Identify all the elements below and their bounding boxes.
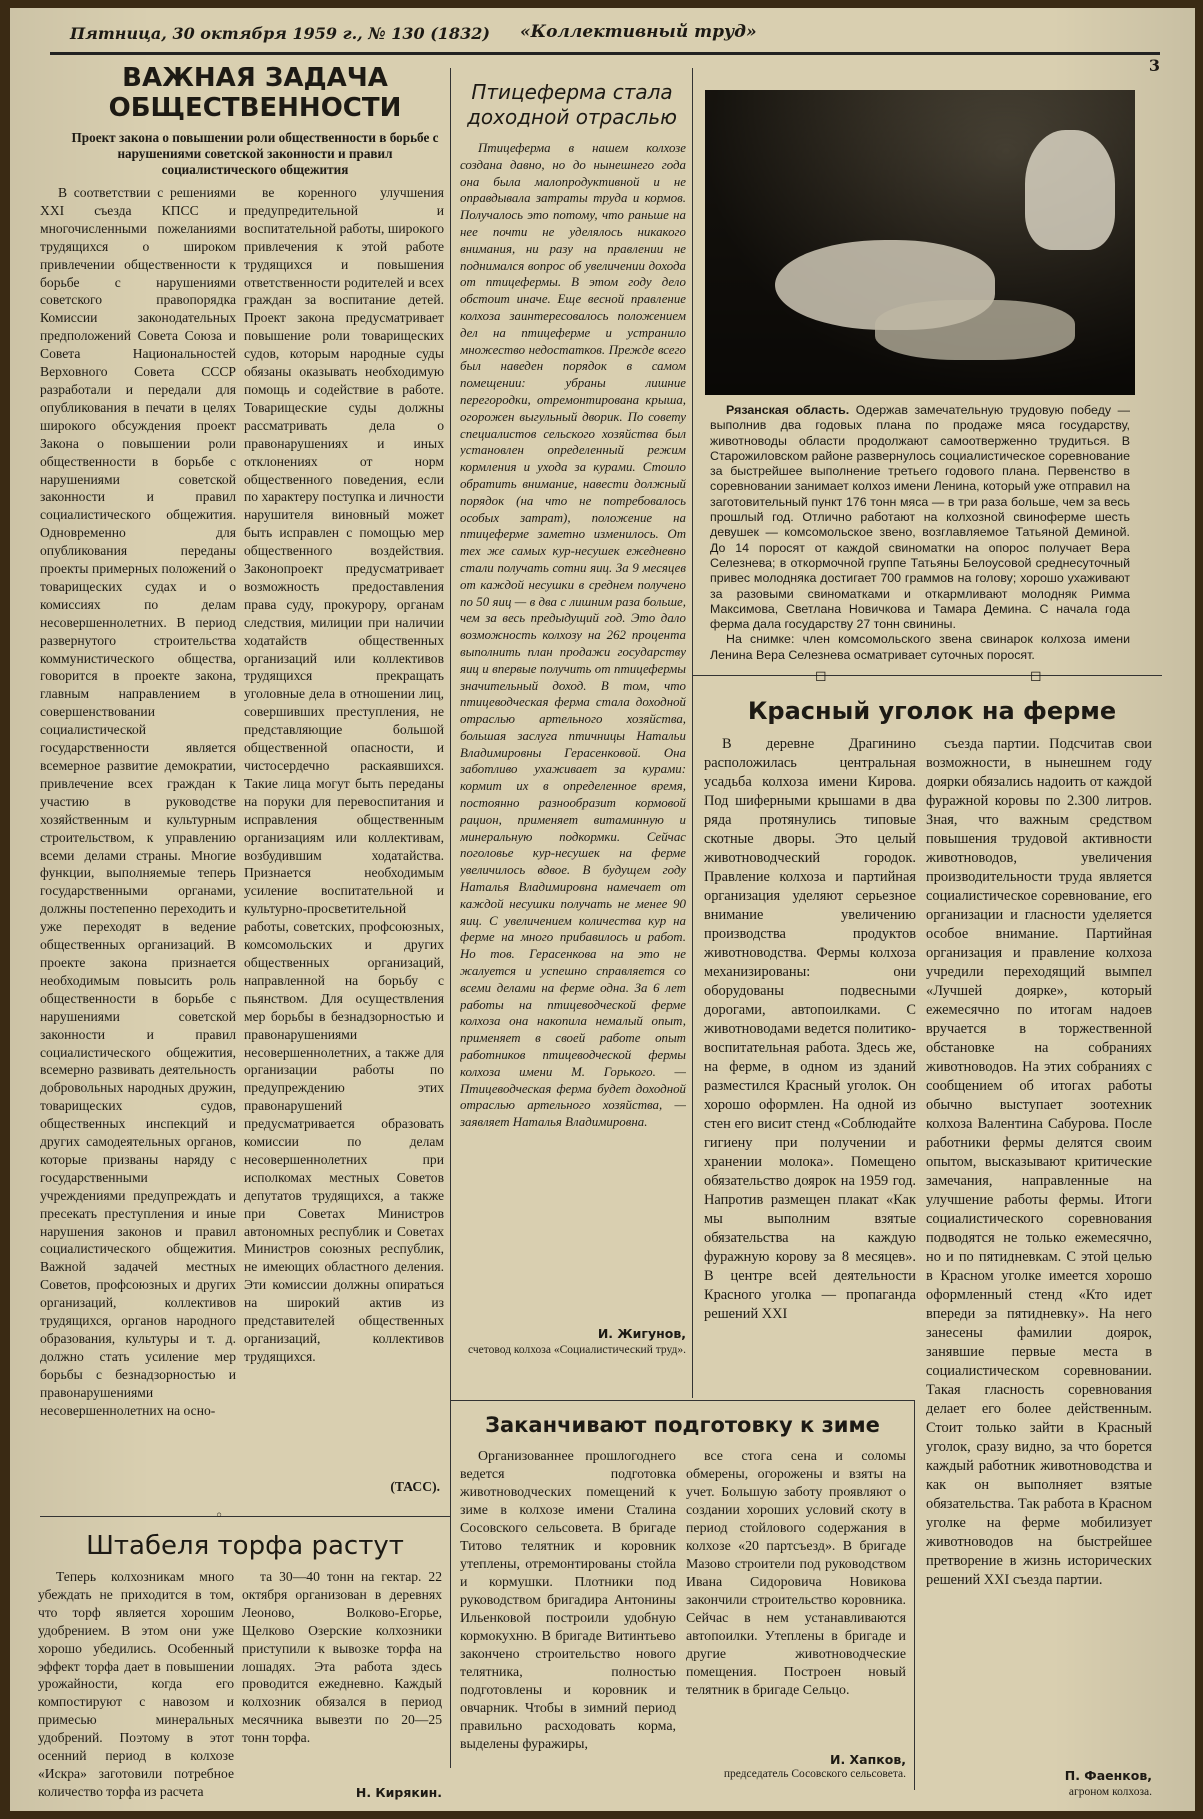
article-column	[460, 140, 686, 1322]
title-line: ОБЩЕСТВЕННОСТИ	[108, 93, 402, 123]
article-text: ве коренного улучшения предупредительной и воспитательной работы, широкого привлечения к этой работе трудящихся и повышения ответственности родителей и всех граждан за воспитание детей. Проект закона предусматривает повышение роли товарищеских судов, которым народные суды обязаны оказывать необходимую помощь и содействие в работе. Товарищеские суды должны рассматривать дела о правонарушениях и иных отклонениях от норм общественного поведения, если по характеру поступка и личности нарушителя виновный может быть исправлен с помощью мер общественного воздействия. Законопроект предусматривает возможность предоставления права суду, прокурору, органам следствия, милиции при наличии ходатайств общественных организаций или коллективов трудящихся прекращать уголовные дела в отношении лиц, совершивших преступления, не представляющие большой общественной опасности, и чистосердечно раскаявшихся. Такие лица могут быть переданы на поруки для перевоспитания и исправления общественным организациям или коллективам, возбудившим ходатайства. Признается необходимым усиление воспитательной и культурно-просветительной работы, советских, профсоюзных, комсомольских и других общественных организаций, направленной на борьбу с пьянством. Для осуществления мер борьбы в безнадзорностью и правонарушениями несовершеннолетних, а также для организации работы по предупреждению этих правонарушений предусматривается образовать комиссии по делам несовершеннолетних при исполкомах местных Советов депутатов трудящихся, а также при Советах Министров автономных республик и Советах Министров союзных республик, не имеющих областного деления. Эти комиссии должны опираться на широкий актив из представителей общественных организаций, коллективов трудящихся.	[244, 185, 444, 1364]
issue-date: Пятница, 30 октября 1959 г., № 130 (1832)	[70, 24, 490, 43]
column-rule	[914, 1400, 915, 1790]
photo-shape	[875, 300, 1075, 360]
section-rule	[40, 1516, 450, 1517]
column-rule	[692, 68, 693, 1398]
article-title: Штабеля торфа растут	[86, 1531, 404, 1561]
author-name: И. Жигунов,	[597, 1326, 686, 1341]
section-rule	[450, 1400, 915, 1401]
article-text: съезда партии. Подсчитав свои возможности, в нынешнем году доярки обязались надоить от каждой фуражной коровы по 2.300 литров. Зная, что важным средством повышения трудовой активности животноводов, увеличения производительности труда является социалистическое соревнование, его организации и гласности уделяется особое внимание. Партийная организация и правление колхоза учредили переходящий вымпел «Лучшей доярке», который ежемесячно по итогам надоев вручается в торжественной обстановке на собраниях животноводов. На этих собраниях с сообщением об итогах работы обычно выступает зоотехник колхоза Валентина Сабурова. После работники фермы делятся своим опытом, высказывают критические замечания, направленные на улучшение работы фермы. Итоги социалистического соревнования подводятся не только ежемесячно, но и по пятидневкам. С этой целью в Красном уголке имеется хорошо оформленный стенд «Кто идет впереди за пятидневку». На него занесены фамилии доярок, занявшие первые места в социалистическом соревновании. Такая гласность соревнования делает его более действенным. Стоит только зайти в Красный уголок, сразу видно, за что борется каждый работник животноводства и как он выполняет взятые обязательства. Так работа в Красном уголке на ферме мобилизует животноводов на быстрейшее претворение в жизнь исторических решений XXI съезда партии.	[926, 736, 1152, 1588]
news-agency: (ТАСС).	[390, 1479, 440, 1494]
article-column-1	[704, 735, 916, 1385]
title-line: ВАЖНАЯ ЗАДАЧА	[122, 63, 388, 93]
article-title	[70, 63, 440, 123]
article-column-1	[460, 1448, 676, 1798]
article-column-2	[686, 1448, 906, 1748]
article-column-1	[40, 184, 236, 1509]
article-column-2	[244, 184, 444, 1464]
photo-woman-with-sow-and-piglets	[705, 90, 1135, 395]
article-title: Заканчивают подготовку к зиме	[485, 1413, 880, 1437]
page-number: 3	[1148, 56, 1160, 75]
title-line: доходной отраслью	[467, 105, 677, 129]
article-text: все стога сена и соломы обмерены, огорожены и взяты на учет. Большую заботу проявляют о создании хороших условий скоту в период стойлового содержания в колхозе «20 партсъезд». В бригаде Мазово строители под руководством Ивана Сидоровича Новикова закончили строительство коровника. Сейчас в нем устанавливаются автопоилки. Утеплены в бригаде и другие животноводческие помещения. Построен новый телятник в бригаде Сельцо.	[686, 1449, 906, 1698]
newspaper-page	[10, 8, 1195, 1811]
title-line: Птицеферма стала	[471, 80, 673, 104]
newspaper-title: «Коллективный труд»	[520, 22, 757, 42]
caption-lead: Рязанская область.	[726, 403, 850, 417]
article-text: В деревне Драгинино расположилась центральная усадьба колхоза имени Кирова. Под шиферными крышами в два ряда протянулись типовые скотные дворы. Это целый животноводческий городок. Правление колхоза и партийная организация уделяют серьезное внимание увеличению производства продуктов животноводства. Фермы колхоза механизированы: они оборудованы подвесными дорогами, автопоилками. С животноводами ведется политико-воспитательная работа. Здесь же, на ферме, в одном из зданий разместился Красный уголок. Он хорошо оформлен. На одной из стен его висит стенд «Соблюдайте гигиену при получении и хранении молока». Помещено обязательство доярок на 1959 год. Напротив размещен плакат «Как мы выполним взятые обязательства на каждую фуражную корову за 8 месяцев». В центре всей деятельности Красного уголка — пропаганда решений XXI	[704, 736, 916, 1322]
article-column-2	[926, 735, 1152, 1765]
column-rule	[450, 68, 451, 1768]
ornament: ◻	[1030, 668, 1042, 684]
article-column-2	[242, 1568, 442, 1778]
signature-block	[686, 1752, 906, 1782]
article-lead: Проект закона о повышении роли общественности в борьбе с нарушениями советской законности и правил социалистического общежития	[71, 130, 439, 177]
section-rule	[692, 675, 1162, 676]
author-name: И. Хапков,	[829, 1752, 906, 1767]
caption-note: На снимке: член комсомольского звена свинарок колхоза имени Ленина Вера Селезнева осматривает суточных поросят.	[710, 632, 1130, 662]
caption-text: Одержав замечательную трудовую победу — выполнив два годовых плана по продаже мяса государству, животноводы области продолжают самоотверженно трудиться. В Старожиловском районе развернулось социалистическое соревнование за быстрейшее выполнение третьего годового плана. Первенство в соревновании занимает колхоз имени Ленина, который уже отправил на заготовительный пункт 176 тонн мяса — в три раза больше, чем за весь прошлый год. Отлично работают на колхозной свиноферме шесть девушек — комсомольское звено, возглавляемое Татьяной Деминой. До 14 поросят от каждой свиноматки на опорос получает Вера Селезнева; в откормочной группе Татьяны Белоусовой среднесуточный привес молодняка достигает 700 граммов на голову; хорошо ухаживают за разовыми свиноматками и откармливают молодняк Римма Максимова, Светлана Новичкова и Тамара Демина. С начала года ферма дала государству 27 тонн свинины.	[710, 403, 1130, 632]
author-role: председатель Сосовского сельсовета.	[723, 1768, 906, 1780]
signature-block	[460, 1326, 686, 1358]
author-name: П. Фаенков,	[1064, 1768, 1152, 1783]
ornament: ◻	[815, 668, 827, 684]
article-column-1	[38, 1568, 234, 1804]
photo-caption	[710, 403, 1130, 665]
author-role: агроном колхоза.	[1068, 1786, 1152, 1798]
article-text: Теперь колхозникам много убеждать не приходится в том, что торф является хорошим удобрением. В этом они уже хорошо убедились. Особенный эффект торфа дает в повышении урожайности, когда его компостируют с навозом и примесью минеральных удобрений. Поэтому в этот осенний период в колхозе «Искра» заготовили потребное количество торфа из расчета	[38, 1569, 234, 1799]
page-header	[50, 18, 1160, 75]
article-text: Птицеферма в нашем колхозе создана давно, но до нынешнего года она была малопродуктивной и не оправдывала затраты труда и кормов. Получалось это потому, что раньше на нее почти не уделялось никакого внимания, ни разу на правлении не поднимался вопрос об увеличении дохода от птицефермы. В этом году дело обстоит иначе. Еще весной правление колхоза заинтересовалось положением дел на птицеферме и устранило множество недостатков. Прежде всего был наведен порядок в самом помещении: убраны лишние перегородки, отремонтирована крыша, огорожен выгульный дворик. По совету специалистов сельского хозяйства был установлен определенный режим кормления и ухода за курами. Стоило обратить внимание, навести должный порядок (на что не потребовалось особых затрат), положение на птицеферме заметно изменилось. От тех же самых кур-несушек ежедневно стали получать сотни яиц. За 9 месяцев от каждой несушки в среднем получено по 50 яиц — в два с лишним раза больше, чем за весь предыдущий год. Это дало возможность колхозу на 262 процента выполнить план продажи государству яиц и впервые получить от птицефермы значительный доход. В том, что птицеводческая ферма стала доходной отраслью артельного хозяйства, большая заслуга птичницы Натальи Владимировны Герасенковой. Она заботливо ухаживает за курами: кормит их в определенное время, постоянно разнообразит кормовой рацион, применяет витаминную и минеральную подкормки. Сейчас поголовье кур-несушек на ферме увеличилось вдвое. В будущем году Наталья Владимировна намечает от каждой несушки получать не менее 90 яиц. С увеличением количества кур на ферме на много прибавилось и работ. Но тов. Герасенкова на это не жалуется и успешно справляется со всеми делами на ферме одна. За 6 лет работы на птицеводческой ферме колхоза она накопила немалый опыт, применяет в своей работе опыт работников птицеводческой фермы колхоза имени М. Горького. — Птицеводческая ферма будет доходной отраслью артельного хозяйства, — заявляет Наталья Владимировна.	[460, 141, 686, 1130]
article-title	[458, 80, 686, 130]
ornament: ◦	[215, 1508, 224, 1524]
article-text: Организованнее прошлогоднего ведется подготовка животноводческих помещений к зиме в колхозе имени Сталина Сосовского сельсовета. В бригаде Титово телятник и коровник утеплены, отремонтированы стойла и кормушки. Плотники под руководством бригадира Антонины Ильенковой построили удобную кормокухню. В бригаде Витинтьево закончено строительство нового телятника, полностью подготовлены и коровник и овчарник. Чтобы в зимний период правильно расходовать корма, выделены фуражиры,	[460, 1449, 676, 1752]
photo-shape	[1025, 130, 1115, 250]
article-text: та 30—40 тонн на гектар. 22 октября организован в деревнях Леоново, Волково-Егорье, Щелково Озерские колхозники приступили к вывозке торфа на лошадях. Эта работа здесь проводится ежедневно. Каждый колхозник обязался в период месячника вывезти по 20—25 тонн торфа.	[242, 1569, 442, 1746]
signature-block	[926, 1768, 1152, 1800]
article-title: Красный уголок на ферме	[747, 697, 1117, 725]
article-text: В соответствии с решениями XXI съезда КПСС и многочисленными пожеланиями трудящихся о широком привлечении общественности к борьбе с нарушениями советского правопорядка Комиссии законодательных предположений Совета Союза и Совета Национальностей Верховного Совета СССР разработали и передали для опубликования в печати в целях широкого обсуждения проект Закона о повышении роли общественности в борьбе с нарушениями советской законности и правил социалистического общежития. Одновременно для опубликования переданы проекты примерных положений о товарищеских судах и о комиссиях по делам несовершеннолетних. В период развернутого строительства коммунистического общества, говорится в проекте закона, главным направлением в совершенствовании социалистической государственности является всемерное развитие демократии, привлечение всех граждан к участию в руководстве хозяйственным и культурным строительством, к управлению всеми делами страны. Многие функции, выполняемые теперь государственными органами, должны постепенно переходить и уже переходят в ведение общественных организаций. В проекте закона признается необходимым повысить роль общественности в борьбе с нарушениями советской законности и правил социалистического общежития, всемерно развивать деятельность добровольных народных дружин, товарищеских судов, общественных инспекций и других самодеятельных органов, которые призваны наряду с государственными учреждениями предупреждать и пресекать преступления и иные нарушения законов и правил социалистического общежития. Важной задачей местных Советов, профсоюзных и других организаций, коллективов трудящихся, органов народного образования, культуры и т. д. должно стать усиление мер борьбы с безнадзорностью и правонарушениями несовершеннолетних на осно-	[40, 185, 236, 1418]
signature-block	[242, 1784, 442, 1802]
author-name: Н. Кирякин.	[355, 1785, 442, 1800]
author-role: счетовод колхоза «Социалистический труд».	[468, 1344, 686, 1356]
